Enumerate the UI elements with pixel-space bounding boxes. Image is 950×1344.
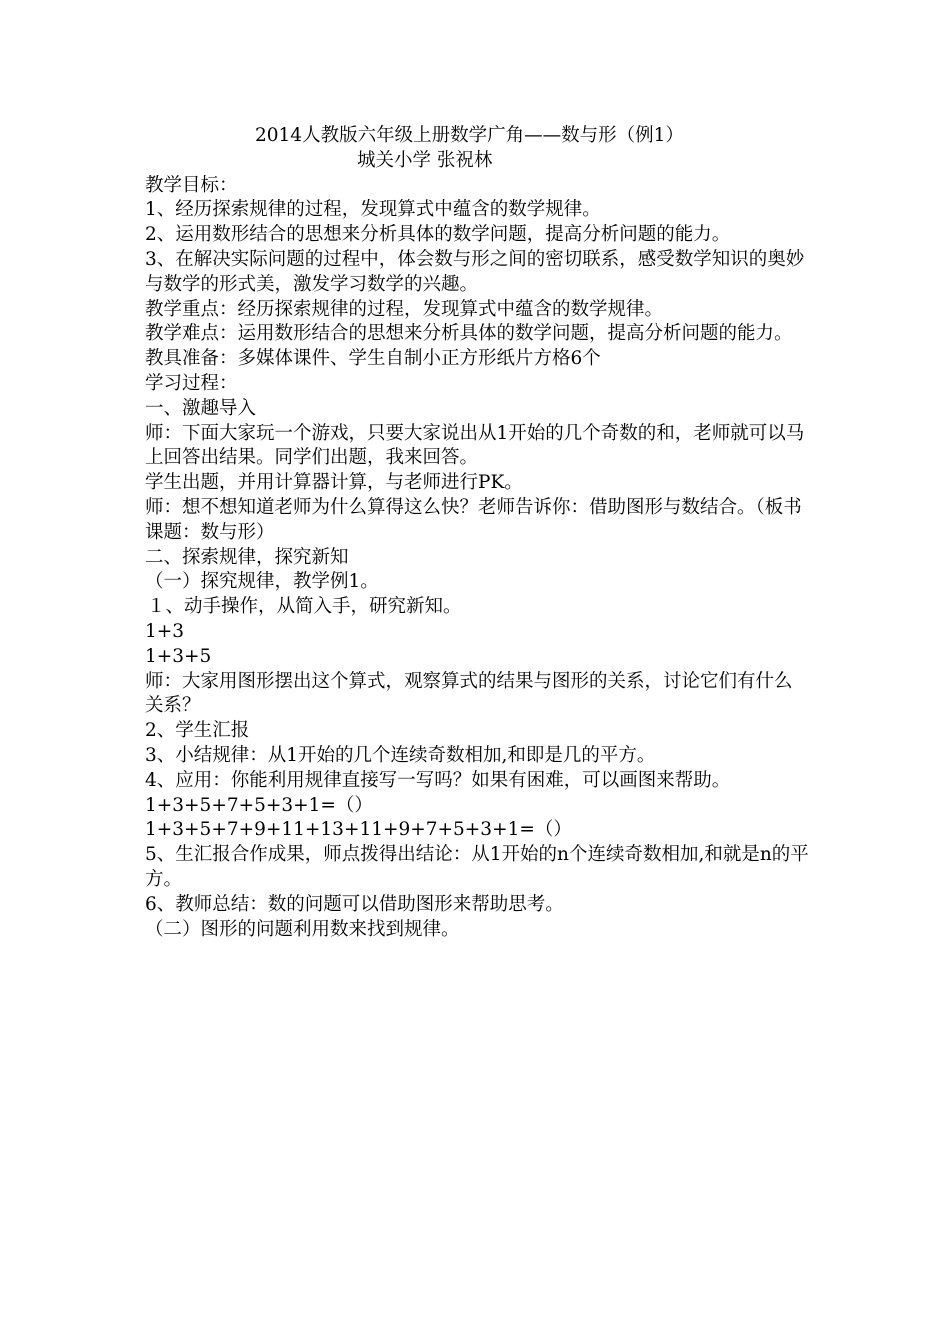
step-1-hands-on: １、动手操作，从简入手，研究新知。 (147, 596, 462, 618)
materials: 教具准备：多媒体课件、学生自制小正方形纸片方格6个 (145, 348, 601, 370)
document-body (145, 124, 835, 942)
step-5-conclusion: 5、生汇报合作成果，师点拨得出结论：从1开始的n个连续奇数相加,和就是n的平方。 (145, 844, 809, 890)
step-6-teacher-summary: 6、教师总结：数的问题可以借助图形来帮助思考。 (145, 893, 564, 915)
document-title: 2014人教版六年级上册数学广角——数与形（例1） (255, 125, 684, 146)
step-3-summary: 3、小结规律：从1开始的几个连续奇数相加,和即是几的平方。 (145, 744, 656, 766)
teacher-explain: 师：想不想知道老师为什么算得这么快？老师告诉你：借助图形与数结合。（板书课题：数与形） (145, 496, 802, 543)
heading-process: 学习过程： (145, 372, 238, 394)
formula-4: 1+3+5+7+9+11+13+11+9+7+5+3+1=（） (145, 819, 572, 841)
formula-3: 1+3+5+7+5+3+1=（） (145, 794, 373, 816)
formula-2: 1+3+5 (145, 645, 212, 667)
heading-objectives: 教学目标： (145, 174, 238, 196)
section-1-heading: 一、激趣导入 (145, 397, 257, 419)
document-author: 城关小学 张祝林 (357, 149, 493, 171)
subsection-1-heading: （一）探究规律，教学例1。 (145, 571, 379, 593)
step-4-apply: 4、应用：你能利用规律直接写一写吗？如果有困难，可以画图来帮助。 (145, 769, 731, 791)
difficult-point: 教学难点：运用数形结合的思想来分析具体的数学问题，提高分析问题的能力。 (145, 323, 793, 345)
key-point: 教学重点：经历探索规律的过程，发现算式中蕴含的数学规律。 (145, 298, 664, 320)
objective-2: 2、运用数形结合的思想来分析具体的数学问题，提高分析问题的能力。 (145, 224, 731, 246)
teacher-game-intro: 师：下面大家玩一个游戏，只要大家说出从1开始的几个奇数的和，老师就可以马上回答出结果。同学们出题，我来回答。 (145, 422, 805, 469)
formula-1: 1+3 (145, 620, 185, 642)
student-pk: 学生出题，并用计算器计算，与老师进行PK。 (145, 472, 523, 494)
objective-3: 3、在解决实际问题的过程中，体会数与形之间的密切联系，感受数学知识的奥妙与数学的形式美，激发学习数学的兴趣。 (145, 248, 805, 295)
teacher-discuss: 师：大家用图形摆出这个算式，观察算式的结果与图形的关系，讨论它们有什么关系？ (145, 670, 793, 717)
step-2-report: 2、学生汇报 (145, 720, 250, 742)
section-2-heading: 二、探索规律，探究新知 (145, 546, 349, 568)
objective-1: 1、经历探索规律的过程，发现算式中蕴含的数学规律。 (145, 199, 601, 221)
subsection-2-heading: （二）图形的问题利用数来找到规律。 (145, 918, 460, 940)
